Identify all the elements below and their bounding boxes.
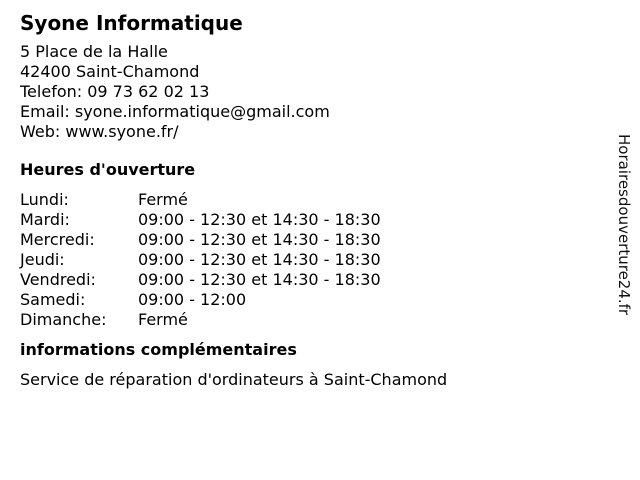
day-label: Samedi:	[20, 290, 86, 309]
business-name: Syone Informatique	[20, 11, 243, 35]
hours-row-vendredi	[20, 270, 600, 290]
time-value: 09:00 - 12:30 et 14:30 - 18:30	[138, 210, 381, 229]
email-line: Email: syone.informatique@gmail.com	[20, 102, 330, 121]
hours-row-lundi	[20, 190, 600, 210]
business-card	[20, 10, 600, 390]
address-line-city: 42400 Saint-Chamond	[20, 62, 200, 81]
hours-heading: Heures d'ouverture	[20, 160, 196, 179]
hours-table	[20, 190, 600, 330]
hours-row-mardi	[20, 210, 600, 230]
phone-line: Telefon: 09 73 62 02 13	[20, 82, 210, 101]
day-label: Mercredi:	[20, 230, 95, 249]
info-text: Service de réparation d'ordinateurs à Saint-Chamond	[20, 370, 448, 389]
address-line-street: 5 Place de la Halle	[20, 42, 168, 61]
hours-row-mercredi	[20, 230, 600, 250]
hours-row-jeudi	[20, 250, 600, 270]
day-label: Mardi:	[20, 210, 70, 229]
time-value: Fermé	[138, 190, 188, 209]
day-label: Dimanche:	[20, 310, 107, 329]
day-label: Vendredi:	[20, 270, 96, 289]
day-label: Jeudi:	[20, 250, 65, 269]
time-value: 09:00 - 12:00	[138, 290, 247, 309]
day-label: Lundi:	[20, 190, 69, 209]
time-value: Fermé	[138, 310, 188, 329]
web-line: Web: www.syone.fr/	[20, 122, 179, 141]
watermark-text: Horairesdouverture24.fr	[615, 134, 633, 316]
time-value: 09:00 - 12:30 et 14:30 - 18:30	[138, 270, 381, 289]
time-value: 09:00 - 12:30 et 14:30 - 18:30	[138, 230, 381, 249]
info-heading: informations complémentaires	[20, 340, 297, 359]
hours-row-dimanche	[20, 310, 600, 330]
time-value: 09:00 - 12:30 et 14:30 - 18:30	[138, 250, 381, 269]
hours-row-samedi	[20, 290, 600, 310]
